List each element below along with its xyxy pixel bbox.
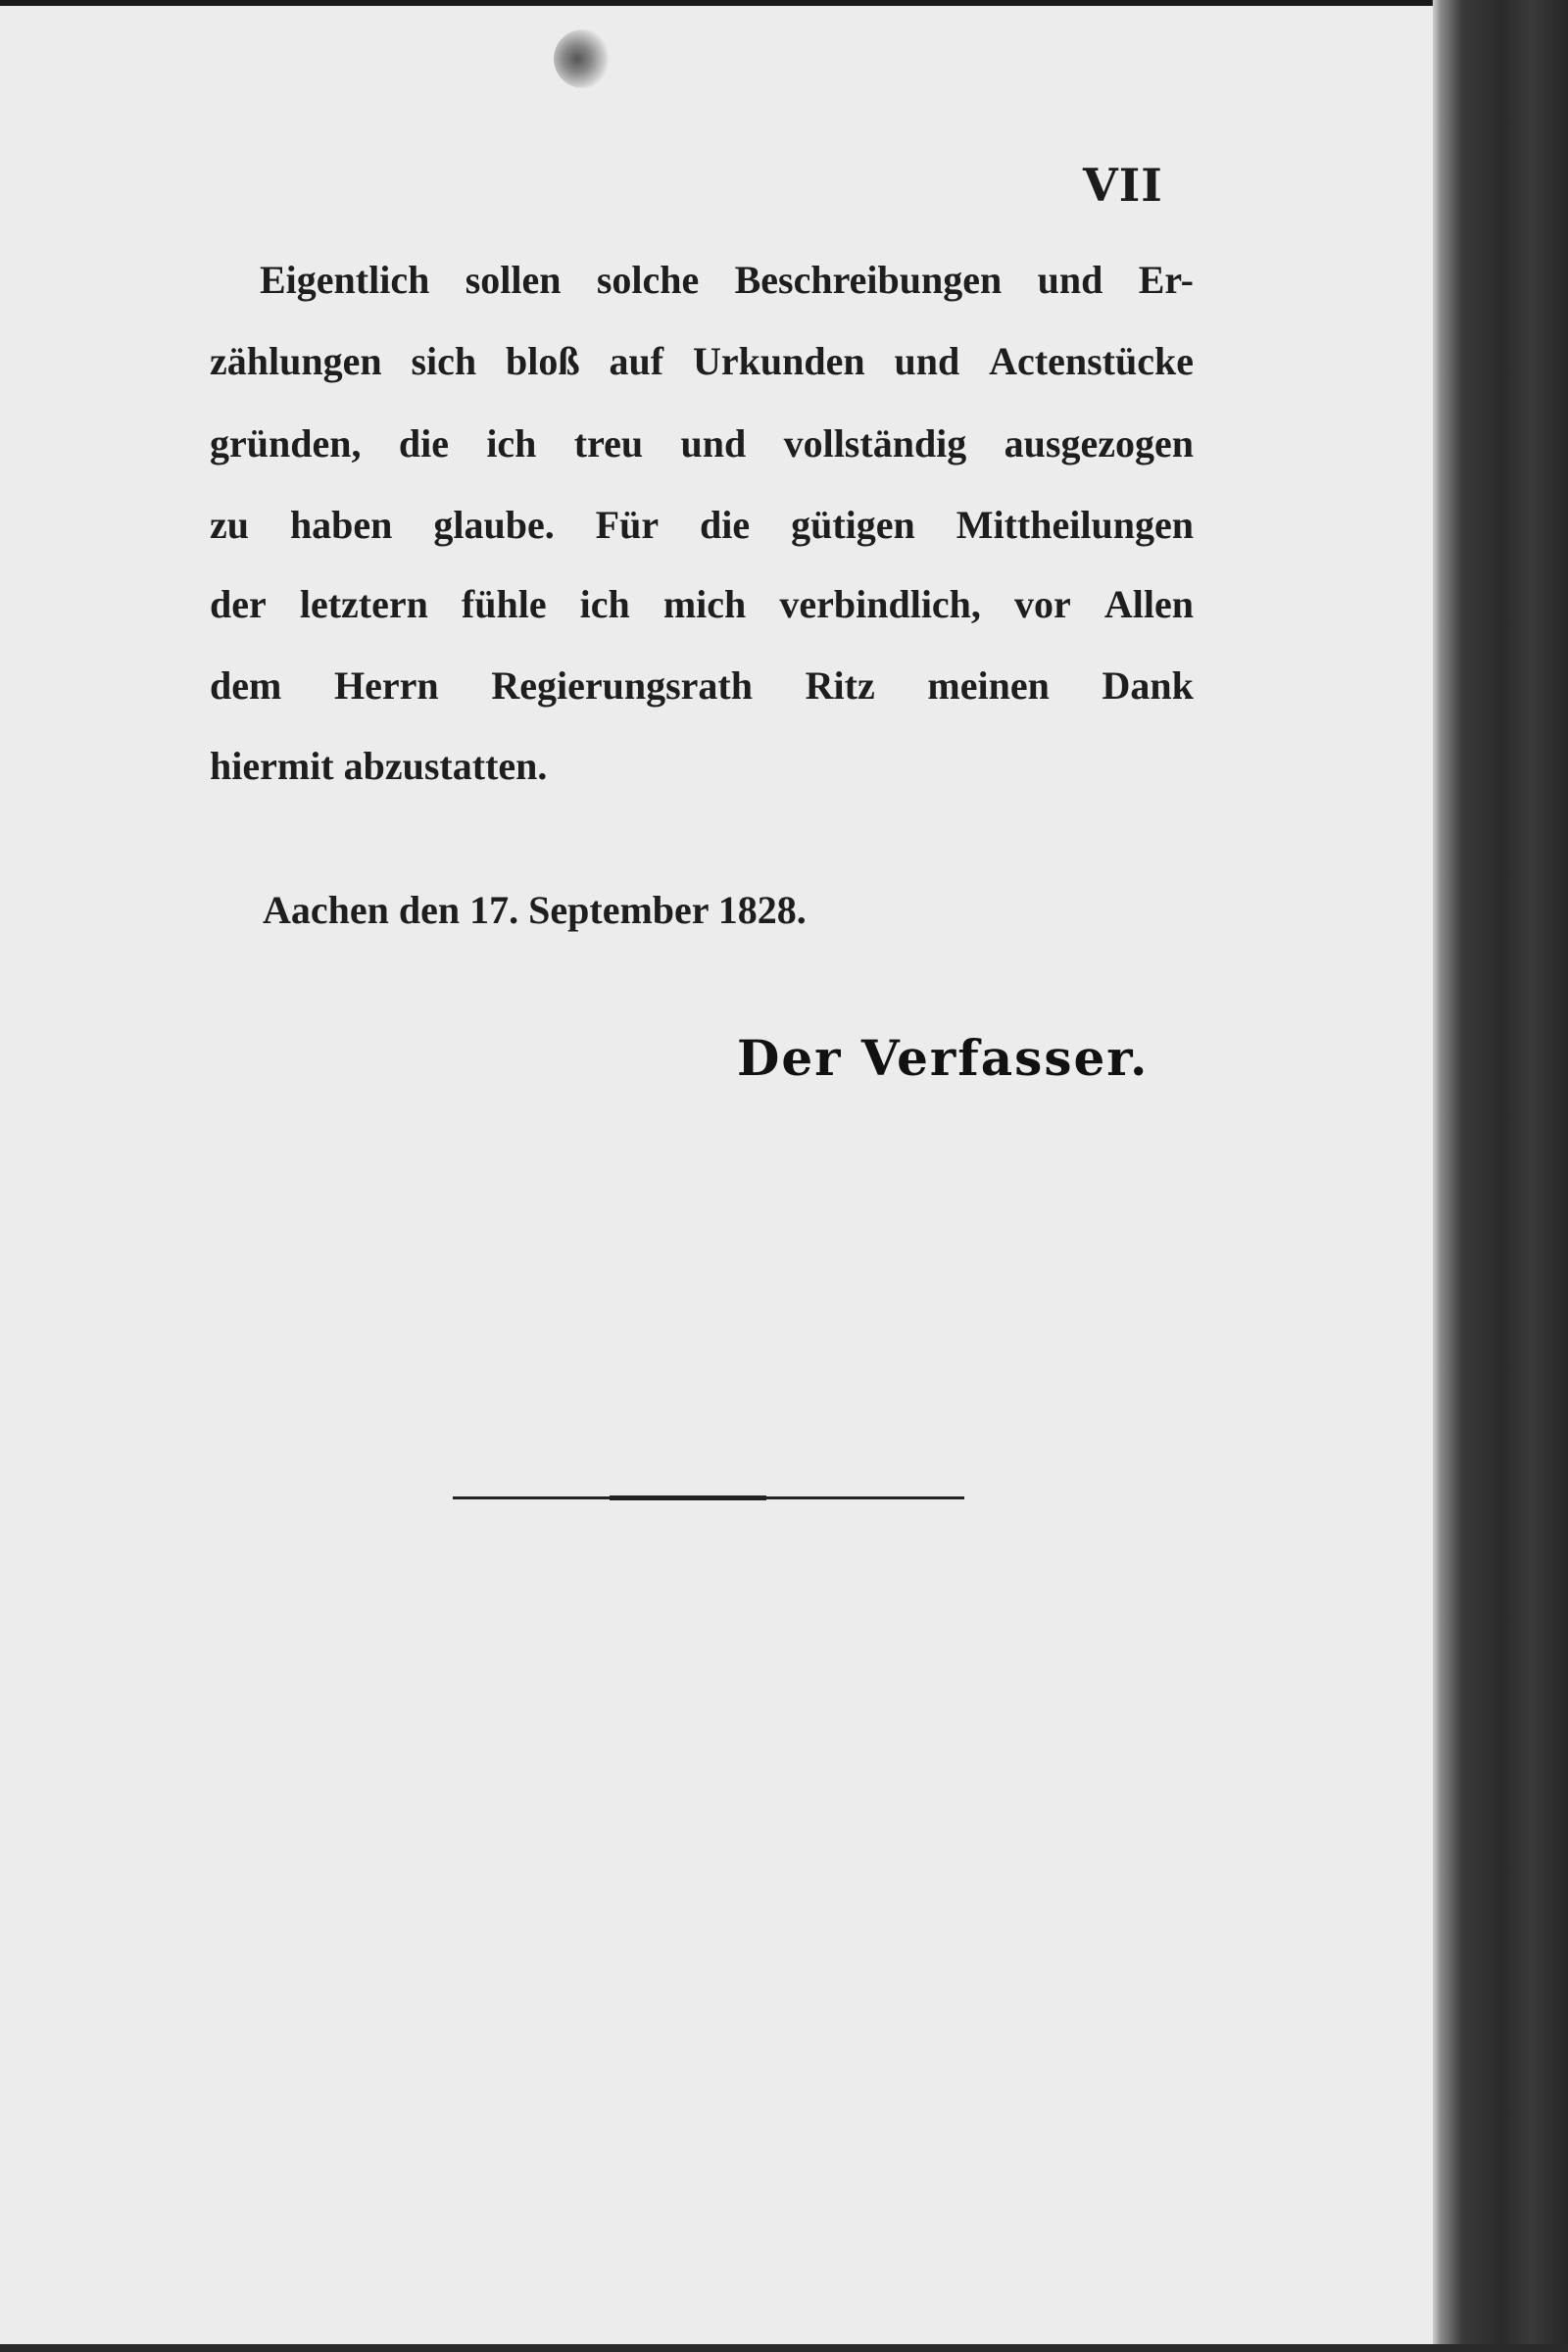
word: Mittheilungen xyxy=(956,503,1194,547)
word: die xyxy=(398,421,449,466)
word: gründen, xyxy=(210,421,362,466)
word: verbindlich, xyxy=(779,582,981,626)
word: mich xyxy=(662,582,747,626)
word: sollen xyxy=(465,258,562,302)
word: Dank xyxy=(1102,663,1194,708)
word: dem xyxy=(210,663,282,708)
scan-page-edge xyxy=(1433,0,1568,2352)
word: meinen xyxy=(927,663,1050,708)
text-line xyxy=(210,662,1194,709)
word: der xyxy=(210,582,267,626)
word: die xyxy=(700,503,751,547)
text-line xyxy=(210,420,1194,466)
word: zählungen xyxy=(210,339,382,383)
word: Herrn xyxy=(334,663,439,708)
word: und xyxy=(894,339,960,383)
word: Ritz xyxy=(805,663,875,708)
scan-bottom-border xyxy=(0,2344,1568,2352)
word: fühle xyxy=(461,582,547,626)
word: und xyxy=(680,421,747,466)
word: Actenstücke xyxy=(989,339,1194,383)
word: letztern xyxy=(299,582,428,626)
word: ich xyxy=(579,582,630,626)
word: Für xyxy=(595,503,660,547)
text-line xyxy=(210,581,1194,627)
text-line xyxy=(210,338,1194,384)
page-number: VII xyxy=(1083,159,1163,212)
word: und xyxy=(1037,258,1103,302)
date-line: Aachen den 17. September 1828. xyxy=(263,888,807,932)
word: Eigentlich xyxy=(260,258,430,302)
word: sich xyxy=(411,339,477,383)
word: Urkunden xyxy=(692,339,865,383)
word: treu xyxy=(573,421,644,466)
word: bloß xyxy=(506,339,580,383)
word: Allen xyxy=(1103,582,1194,626)
word: haben xyxy=(289,503,393,547)
word: vollständig xyxy=(783,421,967,466)
word: Beschreibungen xyxy=(734,258,1003,302)
word: vor xyxy=(1014,582,1071,626)
word: Regierungsrath xyxy=(491,663,753,708)
word: glaube. xyxy=(433,503,555,547)
decorative-rule xyxy=(453,1496,964,1499)
word: solche xyxy=(596,258,700,302)
word: Er- xyxy=(1138,258,1194,302)
text-line xyxy=(210,743,1194,789)
word: ich xyxy=(486,421,537,466)
paper-blemish xyxy=(554,29,612,88)
author-signature: Der Verfasser. xyxy=(737,1029,1150,1087)
word: ausgezogen xyxy=(1004,421,1194,466)
text-line xyxy=(210,502,1194,548)
text-line xyxy=(260,257,1194,303)
scan-top-border xyxy=(0,0,1568,6)
word: zu xyxy=(210,503,249,547)
word: gütigen xyxy=(791,503,915,547)
word: hiermit abzustatten. xyxy=(210,744,548,788)
word: auf xyxy=(609,339,664,383)
